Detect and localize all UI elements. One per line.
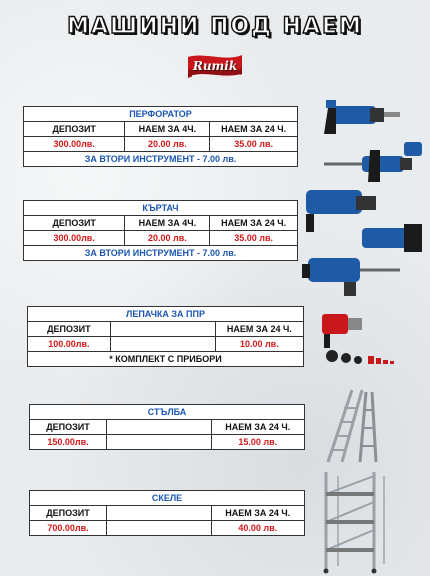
col-deposit: ДЕПОЗИТ: [24, 216, 125, 231]
empty-value: [107, 435, 212, 450]
col-deposit: ДЕПОЗИТ: [28, 322, 111, 337]
rumik-logo: [186, 52, 244, 82]
section-title: ПЕРФОРАТОР: [24, 107, 298, 122]
empty-value: [107, 521, 212, 536]
rent-4h-value: 20.00 лв.: [125, 231, 210, 246]
col-empty: [107, 506, 212, 521]
col-rent-24h: НАЕМ ЗА 24 Ч.: [211, 506, 305, 521]
col-deposit: ДЕПОЗИТ: [30, 506, 107, 521]
empty-value: [110, 337, 215, 352]
rent-4h-value: 20.00 лв.: [125, 137, 210, 152]
scaffold-icon: [318, 466, 388, 574]
price-table-perforator: [23, 106, 298, 167]
price-table-ladder: [29, 404, 305, 450]
section-title: СТЪЛБА: [30, 405, 305, 420]
col-deposit: ДЕПОЗИТ: [30, 420, 107, 435]
ppr-welder-icon: [314, 306, 404, 376]
logo-text: Rumik: [192, 59, 238, 73]
deposit-value: 300.00лв.: [24, 137, 125, 152]
col-rent-24h: НАЕМ ЗА 24 Ч.: [215, 322, 303, 337]
col-rent-4h: НАЕМ ЗА 4Ч.: [125, 122, 210, 137]
demolition-hammer-icon: [300, 184, 428, 304]
col-empty: [107, 420, 212, 435]
rent-24h-value: 15.00 лв.: [211, 435, 305, 450]
ladder-icon: [320, 386, 390, 466]
col-empty: [110, 322, 215, 337]
deposit-value: 150.00лв.: [30, 435, 107, 450]
col-rent-24h: НАЕМ ЗА 24 Ч.: [210, 216, 298, 231]
section-title: ЛЕПАЧКА ЗА ППР: [28, 307, 304, 322]
col-deposit: ДЕПОЗИТ: [24, 122, 125, 137]
rent-24h-value: 35.00 лв.: [210, 231, 298, 246]
deposit-value: 300.00лв.: [24, 231, 125, 246]
price-table-demolition-hammer: [23, 200, 298, 261]
col-rent-4h: НАЕМ ЗА 4Ч.: [125, 216, 210, 231]
rent-24h-value: 10.00 лв.: [215, 337, 303, 352]
section-note: ЗА ВТОРИ ИНСТРУМЕНТ - 7.00 лв.: [24, 246, 298, 261]
section-title: СКЕЛЕ: [30, 491, 305, 506]
price-table-ppr-welder: [27, 306, 304, 367]
rotary-hammer-icon: [314, 96, 428, 188]
section-note: * КОМПЛЕКТ С ПРИБОРИ: [28, 352, 304, 367]
price-table-scaffold: [29, 490, 305, 536]
section-title: КЪРТАЧ: [24, 201, 298, 216]
col-rent-24h: НАЕМ ЗА 24 Ч.: [211, 420, 305, 435]
deposit-value: 100.00лв.: [28, 337, 111, 352]
rent-24h-value: 40.00 лв.: [211, 521, 305, 536]
rent-24h-value: 35.00 лв.: [210, 137, 298, 152]
deposit-value: 700.00лв.: [30, 521, 107, 536]
col-rent-24h: НАЕМ ЗА 24 Ч.: [210, 122, 298, 137]
page-title: МАШИНИ ПОД НАЕМ: [67, 14, 363, 39]
section-note: ЗА ВТОРИ ИНСТРУМЕНТ - 7.00 лв.: [24, 152, 298, 167]
